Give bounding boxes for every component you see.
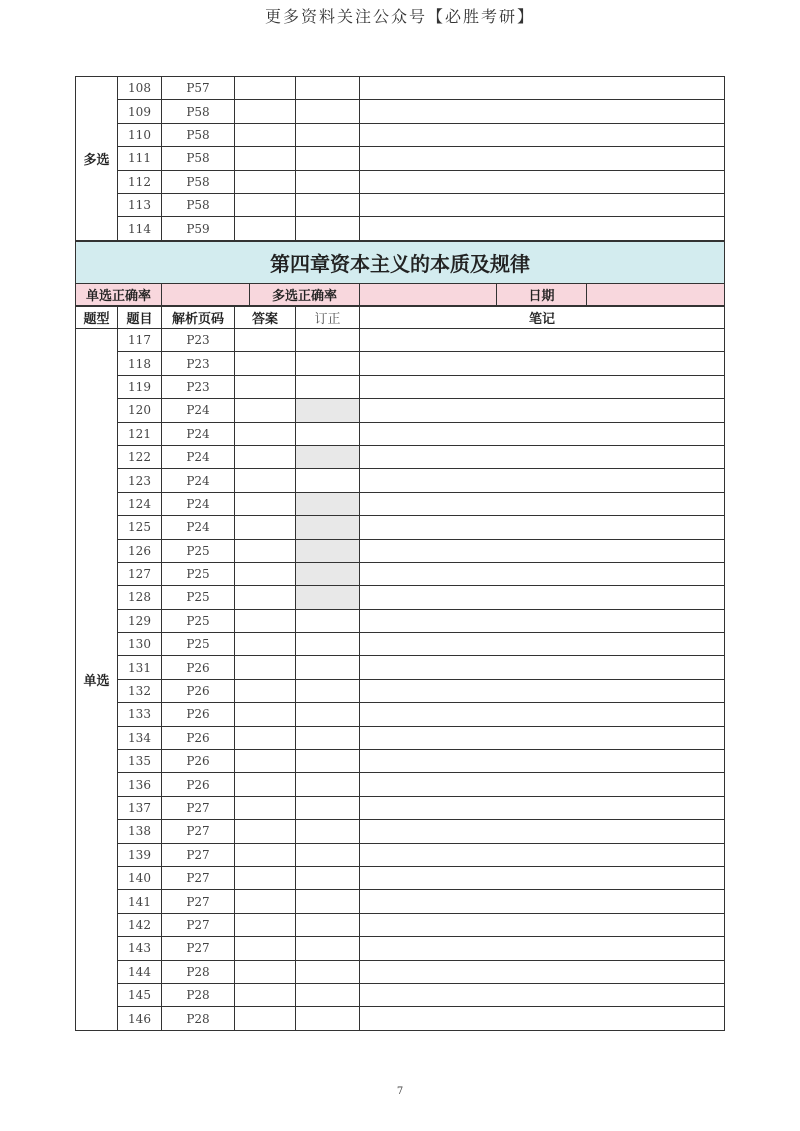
table-row bbox=[76, 586, 725, 609]
answer-cell[interactable] bbox=[235, 773, 296, 796]
question-number: 133 bbox=[118, 703, 162, 726]
answer-cell[interactable] bbox=[235, 539, 296, 562]
notes-cell[interactable] bbox=[360, 422, 725, 445]
solution-page: P25 bbox=[162, 633, 235, 656]
correction-cell[interactable] bbox=[296, 399, 360, 422]
answer-cell[interactable] bbox=[235, 422, 296, 445]
table-row bbox=[76, 750, 725, 773]
notes-cell[interactable] bbox=[360, 217, 725, 240]
question-number: 120 bbox=[118, 399, 162, 422]
solution-page: P25 bbox=[162, 539, 235, 562]
table-row bbox=[76, 703, 725, 726]
correction-cell[interactable] bbox=[296, 773, 360, 796]
notes-cell[interactable] bbox=[360, 843, 725, 866]
table-row bbox=[76, 422, 725, 445]
table-row bbox=[76, 1007, 725, 1030]
table-row bbox=[76, 562, 725, 585]
question-type-cell: 单选 bbox=[76, 329, 118, 1031]
answer-cell[interactable] bbox=[235, 633, 296, 656]
solution-page: P26 bbox=[162, 750, 235, 773]
notes-cell[interactable] bbox=[360, 633, 725, 656]
solution-page: P26 bbox=[162, 703, 235, 726]
table-row bbox=[76, 633, 725, 656]
table-row bbox=[76, 352, 725, 375]
correction-cell[interactable] bbox=[296, 516, 360, 539]
question-number: 113 bbox=[118, 193, 162, 216]
question-number: 112 bbox=[118, 170, 162, 193]
solution-page: P23 bbox=[162, 329, 235, 352]
question-number: 125 bbox=[118, 516, 162, 539]
notes-cell[interactable] bbox=[360, 562, 725, 585]
question-number: 128 bbox=[118, 586, 162, 609]
correction-cell[interactable] bbox=[296, 562, 360, 585]
solution-page: P23 bbox=[162, 375, 235, 398]
multi-rate-label: 多选正确率 bbox=[250, 284, 360, 306]
question-number: 135 bbox=[118, 750, 162, 773]
correction-cell[interactable] bbox=[296, 656, 360, 679]
answer-cell[interactable] bbox=[235, 217, 296, 240]
solution-page: P57 bbox=[162, 77, 235, 100]
table-row bbox=[76, 539, 725, 562]
question-number: 141 bbox=[118, 890, 162, 913]
question-type-cell: 多选 bbox=[76, 77, 118, 241]
notes-cell[interactable] bbox=[360, 750, 725, 773]
solution-page: P24 bbox=[162, 469, 235, 492]
chapter-title: 第四章资本主义的本质及规律 bbox=[76, 242, 725, 284]
notes-cell[interactable] bbox=[360, 586, 725, 609]
multi-choice-table bbox=[75, 76, 725, 241]
notes-cell[interactable] bbox=[360, 820, 725, 843]
col-header-answer: 答案 bbox=[235, 307, 296, 329]
table-row bbox=[76, 866, 725, 889]
table-row bbox=[76, 913, 725, 936]
table-row bbox=[76, 960, 725, 983]
correction-cell[interactable] bbox=[296, 679, 360, 702]
answer-cell[interactable] bbox=[235, 100, 296, 123]
correction-cell[interactable] bbox=[296, 469, 360, 492]
correction-cell[interactable] bbox=[296, 726, 360, 749]
solution-page: P28 bbox=[162, 960, 235, 983]
notes-cell[interactable] bbox=[360, 469, 725, 492]
answer-cell[interactable] bbox=[235, 516, 296, 539]
correction-cell[interactable] bbox=[296, 492, 360, 515]
answer-cell[interactable] bbox=[235, 492, 296, 515]
table-row bbox=[76, 679, 725, 702]
notes-cell[interactable] bbox=[360, 516, 725, 539]
answer-cell[interactable] bbox=[235, 703, 296, 726]
solution-page: P27 bbox=[162, 796, 235, 819]
notes-cell[interactable] bbox=[360, 539, 725, 562]
solution-page: P26 bbox=[162, 656, 235, 679]
correction-cell[interactable] bbox=[296, 77, 360, 100]
solution-page: P58 bbox=[162, 193, 235, 216]
page-number: 7 bbox=[396, 1086, 404, 1097]
multi-choice-block bbox=[75, 76, 724, 241]
question-number: 121 bbox=[118, 422, 162, 445]
correction-cell[interactable] bbox=[296, 703, 360, 726]
question-number: 139 bbox=[118, 843, 162, 866]
notes-cell[interactable] bbox=[360, 147, 725, 170]
question-number: 143 bbox=[118, 937, 162, 960]
answer-cell[interactable] bbox=[235, 562, 296, 585]
answer-cell[interactable] bbox=[235, 147, 296, 170]
table-row bbox=[76, 609, 725, 632]
correction-cell[interactable] bbox=[296, 352, 360, 375]
col-header-notes: 笔记 bbox=[360, 307, 725, 329]
answer-cell[interactable] bbox=[235, 679, 296, 702]
col-header-type: 题型 bbox=[76, 307, 118, 329]
date-label: 日期 bbox=[497, 284, 587, 306]
question-number: 123 bbox=[118, 469, 162, 492]
question-number: 140 bbox=[118, 866, 162, 889]
correction-cell[interactable] bbox=[296, 1007, 360, 1030]
solution-page: P26 bbox=[162, 726, 235, 749]
question-number: 146 bbox=[118, 1007, 162, 1030]
solution-page: P58 bbox=[162, 170, 235, 193]
correction-cell[interactable] bbox=[296, 866, 360, 889]
answer-cell[interactable] bbox=[235, 937, 296, 960]
correction-cell[interactable] bbox=[296, 217, 360, 240]
question-number: 110 bbox=[118, 123, 162, 146]
notes-cell[interactable] bbox=[360, 913, 725, 936]
correction-cell[interactable] bbox=[296, 329, 360, 352]
question-number: 109 bbox=[118, 100, 162, 123]
notes-cell[interactable] bbox=[360, 399, 725, 422]
single-rate-label: 单选正确率 bbox=[76, 284, 162, 306]
question-number: 126 bbox=[118, 539, 162, 562]
answer-cell[interactable] bbox=[235, 586, 296, 609]
question-number: 145 bbox=[118, 983, 162, 1006]
notes-cell[interactable] bbox=[360, 796, 725, 819]
table-row bbox=[76, 123, 725, 146]
correction-cell[interactable] bbox=[296, 609, 360, 632]
question-number: 130 bbox=[118, 633, 162, 656]
question-number: 108 bbox=[118, 77, 162, 100]
solution-page: P58 bbox=[162, 147, 235, 170]
correction-cell[interactable] bbox=[296, 170, 360, 193]
chapter-block bbox=[75, 241, 724, 1031]
solution-page: P24 bbox=[162, 516, 235, 539]
notes-cell[interactable] bbox=[360, 937, 725, 960]
notes-cell[interactable] bbox=[360, 77, 725, 100]
table-row bbox=[76, 492, 725, 515]
correction-cell[interactable] bbox=[296, 147, 360, 170]
table-row bbox=[76, 77, 725, 100]
answer-cell[interactable] bbox=[235, 820, 296, 843]
page-header: 更多资料关注公众号【必胜考研】 bbox=[264, 7, 535, 26]
solution-page: P26 bbox=[162, 773, 235, 796]
notes-cell[interactable] bbox=[360, 123, 725, 146]
answer-cell[interactable] bbox=[235, 445, 296, 468]
table-row bbox=[76, 937, 725, 960]
correction-cell[interactable] bbox=[296, 422, 360, 445]
solution-page: P25 bbox=[162, 609, 235, 632]
solution-page: P24 bbox=[162, 445, 235, 468]
notes-cell[interactable] bbox=[360, 703, 725, 726]
question-number: 137 bbox=[118, 796, 162, 819]
solution-page: P27 bbox=[162, 843, 235, 866]
col-header-correction: 订正 bbox=[296, 307, 360, 329]
table-row bbox=[76, 329, 725, 352]
notes-cell[interactable] bbox=[360, 352, 725, 375]
answer-cell[interactable] bbox=[235, 960, 296, 983]
notes-cell[interactable] bbox=[360, 445, 725, 468]
correction-cell[interactable] bbox=[296, 843, 360, 866]
question-number: 129 bbox=[118, 609, 162, 632]
table-row bbox=[76, 820, 725, 843]
notes-cell[interactable] bbox=[360, 679, 725, 702]
table-row bbox=[76, 193, 725, 216]
table-row bbox=[76, 516, 725, 539]
correction-cell[interactable] bbox=[296, 937, 360, 960]
solution-page: P58 bbox=[162, 100, 235, 123]
table-row bbox=[76, 726, 725, 749]
answer-cell[interactable] bbox=[235, 193, 296, 216]
solution-page: P23 bbox=[162, 352, 235, 375]
notes-cell[interactable] bbox=[360, 492, 725, 515]
question-number: 131 bbox=[118, 656, 162, 679]
solution-page: P24 bbox=[162, 492, 235, 515]
solution-page: P25 bbox=[162, 562, 235, 585]
table-row bbox=[76, 100, 725, 123]
correction-cell[interactable] bbox=[296, 193, 360, 216]
chapter-header-table bbox=[75, 241, 725, 306]
correction-cell[interactable] bbox=[296, 960, 360, 983]
notes-cell[interactable] bbox=[360, 960, 725, 983]
answer-cell[interactable] bbox=[235, 983, 296, 1006]
correction-cell[interactable] bbox=[296, 100, 360, 123]
table-row bbox=[76, 656, 725, 679]
question-number: 127 bbox=[118, 562, 162, 585]
correction-cell[interactable] bbox=[296, 633, 360, 656]
notes-cell[interactable] bbox=[360, 866, 725, 889]
solution-page: P59 bbox=[162, 217, 235, 240]
question-number: 117 bbox=[118, 329, 162, 352]
date-input[interactable] bbox=[587, 284, 725, 306]
correction-cell[interactable] bbox=[296, 375, 360, 398]
notes-cell[interactable] bbox=[360, 100, 725, 123]
notes-cell[interactable] bbox=[360, 890, 725, 913]
solution-page: P24 bbox=[162, 399, 235, 422]
correction-cell[interactable] bbox=[296, 586, 360, 609]
correction-cell[interactable] bbox=[296, 820, 360, 843]
solution-page: P27 bbox=[162, 937, 235, 960]
table-row bbox=[76, 399, 725, 422]
correction-cell[interactable] bbox=[296, 123, 360, 146]
question-number: 132 bbox=[118, 679, 162, 702]
notes-cell[interactable] bbox=[360, 609, 725, 632]
question-number: 144 bbox=[118, 960, 162, 983]
solution-page: P28 bbox=[162, 983, 235, 1006]
table-row bbox=[76, 170, 725, 193]
question-number: 138 bbox=[118, 820, 162, 843]
table-row bbox=[76, 469, 725, 492]
notes-cell[interactable] bbox=[360, 656, 725, 679]
solution-page: P58 bbox=[162, 123, 235, 146]
notes-cell[interactable] bbox=[360, 726, 725, 749]
table-row bbox=[76, 796, 725, 819]
question-number: 124 bbox=[118, 492, 162, 515]
table-row bbox=[76, 983, 725, 1006]
notes-cell[interactable] bbox=[360, 1007, 725, 1030]
answer-cell[interactable] bbox=[235, 890, 296, 913]
question-number: 122 bbox=[118, 445, 162, 468]
solution-page: P24 bbox=[162, 422, 235, 445]
notes-cell[interactable] bbox=[360, 329, 725, 352]
correction-cell[interactable] bbox=[296, 796, 360, 819]
col-header-num: 题目 bbox=[118, 307, 162, 329]
answer-cell[interactable] bbox=[235, 866, 296, 889]
solution-page: P27 bbox=[162, 866, 235, 889]
multi-rate-input[interactable] bbox=[360, 284, 497, 306]
table-row bbox=[76, 773, 725, 796]
answer-cell[interactable] bbox=[235, 375, 296, 398]
question-number: 119 bbox=[118, 375, 162, 398]
table-row bbox=[76, 375, 725, 398]
correction-cell[interactable] bbox=[296, 983, 360, 1006]
solution-page: P27 bbox=[162, 913, 235, 936]
solution-page: P27 bbox=[162, 890, 235, 913]
question-number: 111 bbox=[118, 147, 162, 170]
answer-cell[interactable] bbox=[235, 170, 296, 193]
correction-cell[interactable] bbox=[296, 890, 360, 913]
table-row bbox=[76, 843, 725, 866]
table-row bbox=[76, 445, 725, 468]
question-number: 114 bbox=[118, 217, 162, 240]
notes-cell[interactable] bbox=[360, 170, 725, 193]
correction-cell[interactable] bbox=[296, 750, 360, 773]
answer-cell[interactable] bbox=[235, 726, 296, 749]
answer-cell[interactable] bbox=[235, 77, 296, 100]
answer-cell[interactable] bbox=[235, 843, 296, 866]
solution-page: P26 bbox=[162, 679, 235, 702]
question-number: 134 bbox=[118, 726, 162, 749]
solution-page: P25 bbox=[162, 586, 235, 609]
table-row bbox=[76, 217, 725, 240]
answer-cell[interactable] bbox=[235, 796, 296, 819]
single-rate-input[interactable] bbox=[162, 284, 250, 306]
solution-page: P28 bbox=[162, 1007, 235, 1030]
answer-cell[interactable] bbox=[235, 469, 296, 492]
answer-cell[interactable] bbox=[235, 123, 296, 146]
table-row bbox=[76, 147, 725, 170]
correction-cell[interactable] bbox=[296, 539, 360, 562]
col-header-page: 解析页码 bbox=[162, 307, 235, 329]
answer-cell[interactable] bbox=[235, 913, 296, 936]
table-row bbox=[76, 890, 725, 913]
answer-cell[interactable] bbox=[235, 329, 296, 352]
correction-cell[interactable] bbox=[296, 913, 360, 936]
answer-cell[interactable] bbox=[235, 1007, 296, 1030]
answer-cell[interactable] bbox=[235, 656, 296, 679]
answer-cell[interactable] bbox=[235, 609, 296, 632]
answer-cell[interactable] bbox=[235, 352, 296, 375]
answer-cell[interactable] bbox=[235, 750, 296, 773]
notes-cell[interactable] bbox=[360, 983, 725, 1006]
question-number: 142 bbox=[118, 913, 162, 936]
notes-cell[interactable] bbox=[360, 773, 725, 796]
single-choice-table bbox=[75, 306, 725, 1031]
correction-cell[interactable] bbox=[296, 445, 360, 468]
question-number: 118 bbox=[118, 352, 162, 375]
question-number: 136 bbox=[118, 773, 162, 796]
solution-page: P27 bbox=[162, 820, 235, 843]
notes-cell[interactable] bbox=[360, 193, 725, 216]
answer-cell[interactable] bbox=[235, 399, 296, 422]
notes-cell[interactable] bbox=[360, 375, 725, 398]
